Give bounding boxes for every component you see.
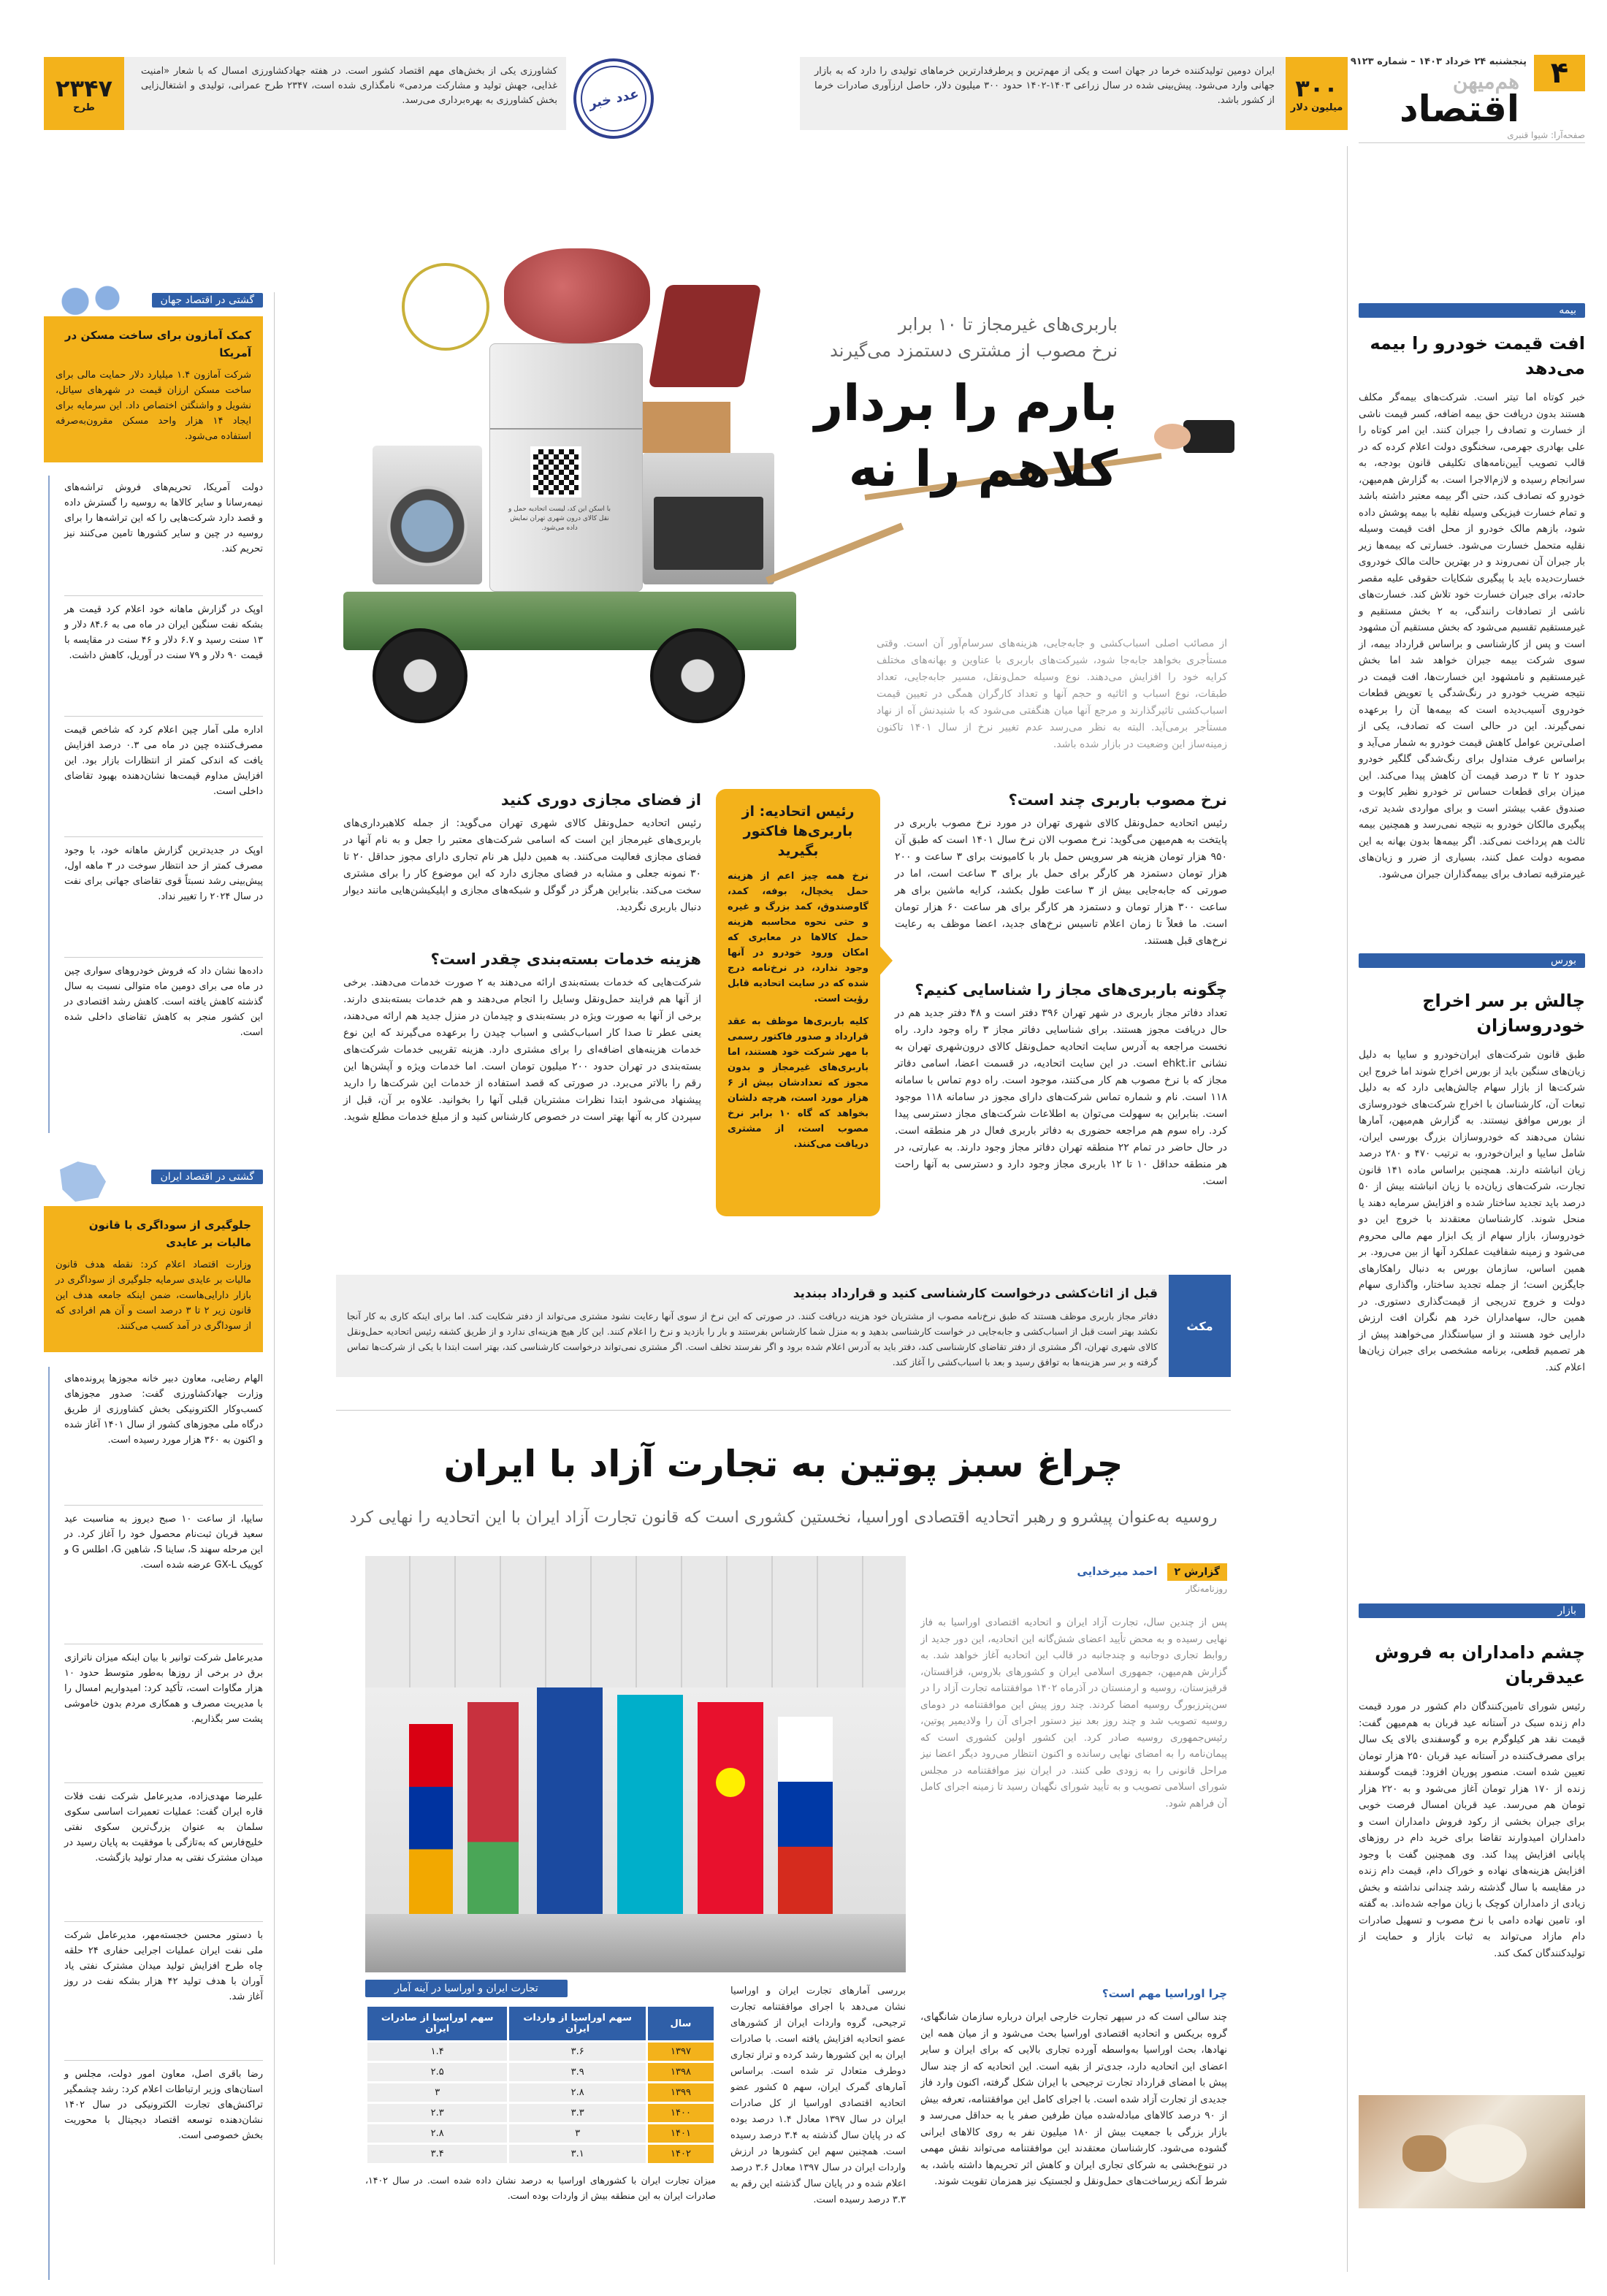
- date-line: پنجشنبه ۲۴ خرداد ۱۴۰۳ – شماره ۹۱۲۳: [1350, 56, 1527, 67]
- flag-kazakhstan: [617, 1695, 683, 1914]
- world-item-text: اوپک در جدیدترین گزارش ماهانه خود، با وجود مصرف کمتر از حد انتظار سوخت در ۳ ماهه اول، پیش‌بینی رشد نسبتاً قوی تقاضای جهانی برای نفت در سال ۲۰۲۴ را تغییر نداد.: [64, 845, 263, 902]
- iran-column: [44, 1169, 263, 2192]
- iran-tag: گشتی در اقتصاد ایران: [151, 1170, 263, 1184]
- table-cell: ۲.۸: [509, 2083, 646, 2102]
- q2-body: تعداد دفاتر مجاز باربری در شهر تهران ۳۹۶ دفتر است و ۴۸ دفتر جدید هم در حال دریافت مجوز هستند. برای شناسایی دفاتر مجاز ۳ راه وجود دارد. راه نخست مراجعه به آدرس سایت اتحادیه حمل‌ونقل کالای درون‌شهری تهران به نشانی ehkt.ir است. در این سایت اتحادیه، در قسمت اعضا، اسامی دفاتر مجاز که با نرخ مصوب هم کار می‌کنند، موجود است. راه دوم تماس با سامانه ۱۱۸ است. نام و شماره تماس شرکت‌های دارای مجوز در سامانه ۱۱۸ موجود است. بنابراین به سهولت می‌توان به اطلاعات شرکت‌های مجاز دسترسی پیدا کرد. راه سوم هم مراجعه حضوری به دفاتر باربری فعال در هر منطقه است. در حال حاضر در تمام ۲۲ منطقه تهران دفاتر مجاز وجود دارند. به عبارتی، در هر منطقه حداقل ۱۰ تا ۱۲ باربری مجاز وجود دارد و دسترسی به آنها راحت است.: [895, 1007, 1227, 1187]
- iran-item: [64, 2061, 263, 2192]
- world-item: [64, 596, 263, 717]
- q4-body: شرکت‌هایی که خدمات بسته‌بندی ارائه می‌دهند به ۲ صورت خدمات می‌دهند. برخی از آنها هم فرایند حمل‌ونقل وسایل را انجام می‌دهند و هم خدمات بسته‌بندی دارند. برخی از آنها به صورت ویژه در بسته‌بندی و چیدمان در منزل جدید هم ارائه می‌دهند، یعنی عطر تا صدا کار اسباب‌کشی و اسباب چیدن را برعهده می‌گیرند که این نوع خدمات هزینه‌های اضافه‌ای را برای مشتری دارد. هزینه تقریبی خدمات شرکت‌های بسته‌بندی در تهران حدود ۲۰۰ میلیون تومان است. اما خدمات ویژه و آپشن‌ها این رقم را بالاتر می‌برد. در صورتی که قصد استفاده از خدمات این شرکت‌ها را دارید پیشنهاد می‌شود ابتدا نظرات مشتریان قبلی آنها را بخوانید. علاوه بر آن، قبل از سپردن کار به آنها بهتر است در خصوص کارشناس کنید و از مبلغ خدمات مطلع شوید.: [343, 977, 701, 1123]
- world-item-text: دولت آمریکا، تحریم‌های فروش تراشه‌های نیمه‌رسانا و سایر کالاها به روسیه را گسترش داده و قصد دارد شرکت‌هایی را که این تراشه‌ها را برای روسیه در چین و سایر کشورها تامین می‌کنند نیز تحریم کند.: [64, 482, 263, 554]
- table-cell: ۲.۵: [367, 2063, 507, 2081]
- section-rule: [336, 1410, 1231, 1411]
- trade-table: [365, 1980, 716, 2203]
- world-item: [64, 958, 263, 1078]
- left-figure: ۲۳۴۷: [55, 74, 113, 102]
- world-tag: گشتی در اقتصاد جهان: [152, 293, 264, 308]
- left-unit: طرح: [73, 102, 95, 113]
- trade-table-title: تجارت ایران و اوراسیا در آینه آمار: [365, 1980, 568, 1997]
- trade-table-title-bar: [365, 1980, 716, 1997]
- iran-lead: [44, 1206, 263, 1352]
- top-figure-right: [1286, 57, 1348, 130]
- quote-body-1: نرخ همه چیز اعم از هزینه حمل یخچال، بوفه، کمد، گاوصندوق، کمد بزرگ و غیره و حتی نحوه محاسبه هزینه حمل کالاها در معابری که امکان ورود خودرو در آنها وجود ندارد، در نرخ‌نامه درج شده که در سایت اتحادیه قابل رؤیت است.: [728, 871, 869, 1004]
- quote-body-2: کلیه باربری‌ها موظف به عقد قرارداد و صدور فاکتور رسمی با مهر شرکت خود هستند، اما باربری‌های غیرمجاز و بدون مجوز که تعدادشان بیش از ۶ هزار مورد است، هرچه دلشان بخواهد که گاه ۱۰ برابر نرخ مصوب است، از مشتری دریافت می‌کنند.: [728, 1016, 869, 1150]
- iran-item: [64, 1644, 263, 1783]
- iran-item: [64, 1367, 263, 1506]
- stock-body: طبق قانون شرکت‌های ایران‌خودرو و سایپا به دلیل زیان‌های سنگین باید از بورس اخراج شوند اما خروج این شرکت‌ها از بازار سهام چالش‌هایی دارد که به دلیل تبعات آن، کارشناسان با اخراج شرکت‌های خودروسازی از بورس موافق نیستند. به گزارش هم‌میهن، آمارها نشان می‌دهند که خودروسازان بزرگ بورسی ایران، شامل سایپا و ایران‌خودرو، به ترتیب ۴۷۰ و ۲۸۰ درصد زیان انباشته دارند. همچنین براساس ماده ۱۴۱ قانون تجارت، شرکت‌های زیان‌ده با زیان انباشته بیش از ۵۰ درصد باید تجدید ساختار شده و افزایش سرمایه دهند یا منحل شوند. کارشناسان معتقدند با خروج این دو خودروساز، بازار سهام از یک ابزار مهم مالی محروم می‌شود و زمینه شفافیت عملکرد آنها از بین می‌رود. بر همین اساس، سازمان بورس به دنبال راهکارهای جایگزین است؛ از جمله تجدید ساختار، واگذاری سهام دولت و خروج تدریجی از قیمت‌گذاری دستوری. در همین حال، سهامداران خرد هم نگران افت ارزش دارایی خود هستند و از سیاستگذار می‌خواهند پیش از هر تصمیم قطعی، برنامه مشخصی برای جبران زیان‌ها اعلام کند.: [1359, 1049, 1586, 1373]
- table-cell: ۳.۳: [509, 2104, 646, 2122]
- cloth-bundle: [504, 248, 650, 343]
- putin-body-1: پس از چندین سال، تجارت آزاد ایران و اتحادیه اقتصادی اوراسیا به فاز نهایی رسیده و به محض تأیید اعضای شش‌گانه این اتحادیه، این دور جدید از روابط تجاری دوجانبه و چندجانبه در قالب این اتحادیه آغاز خواهد شد. به گزارش هم‌میهن، جمهوری اسلامی ایران و کشورهای بلاروس، قزاقستان، قرقیزستان، روسیه و ارمنستان در آذرماه ۱۴۰۲ موافقتنامه تجارت آزاد را در سن‌پترزبورگ روسیه امضا کردند. چند روز پیش این موافقتنامه در دومای روسیه تصویب شد و چند روز بعد نیز دستور اجرای آن را ولادیمیر پوتین، رئیس‌جمهوری روسیه صادر کرد. این کشور اولین کشوری است که پیمان‌نامه را به امضای نهایی رسانده و اکنون انتظار می‌رود دیگر اعضا نیز مراحل قانونی را به زودی طی کنند. در ایران نیز موافقتنامه در مجلس شورای اسلامی تصویب و به تأیید شورای نگهبان رسید تا زمینه اجرای کامل آن فراهم شود.: [920, 1617, 1227, 1809]
- flags-photo: [365, 1556, 906, 1972]
- q3-title: از فضای مجازی دوری کنید: [500, 791, 701, 809]
- quote-title: رئیس اتحادیه: از باربری‌ها فاکتور بگیرید: [741, 804, 855, 859]
- table-row: [367, 2145, 714, 2163]
- flag-eaeu: [537, 1687, 603, 1914]
- wheel: [373, 628, 467, 723]
- masthead-rule: [1359, 142, 1585, 143]
- flag-armenia: [409, 1724, 453, 1914]
- iran-item: [64, 1922, 263, 2061]
- insurance-section: [1359, 303, 1585, 882]
- q2-title: چگونه باربری‌های مجاز را شناسایی کنیم؟: [915, 981, 1227, 999]
- quote-pointer: [877, 942, 893, 979]
- market-section: [1359, 1603, 1585, 2208]
- world-lead-title: کمک آمازون برای ساخت مسکن در آمریکا: [64, 329, 251, 359]
- table-header: سهم اوراسیا از واردات ایران: [509, 2007, 646, 2040]
- table-cell: ۳.۶: [509, 2043, 646, 2061]
- putin-body-3: بررسی آمارهای تجارت ایران و اوراسیا نشان می‌دهد با اجرای موافقتنامه تجارت ترجیحی، گروه واردات ایران از کشورهای عضو اتحادیه افزایش یافته است. با صادرات ایران به این کشورها رشد کرده و تراز تجاری دوطرف متعادل تر شده است. براساس آمارهای گمرک ایران، سهم ۵ کشور عضو اتحادیه اقتصادی اوراسیا از کل صادرات ایران در سال ۱۳۹۷ معادل ۱.۴ درصد بوده که در پایان سال گذشته به ۳.۴ درصد رسیده است. همچنین سهم این کشورها در ارزش واردات ایران در سال ۱۳۹۷ معادل ۳.۶ درصد اعلام شده و در پایان سال گذشته این رقم به ۳.۳ درصد رسیده است.: [730, 1986, 906, 2205]
- callout-box: [336, 1275, 1231, 1377]
- iran-item-text: سایپا، از ساعت ۱۰ صبح دیروز به مناسبت عید سعید قربان ثبت‌نام محصول خود را آغاز کرد. در این مرحله سهند S، ساینا S، شاهین G، اطلس G و کوییک GX-L عرضه شده است.: [64, 1514, 264, 1571]
- q3-body: رئیس اتحادیه حمل‌ونقل کالای شهری تهران می‌گوید: از جمله کلاهبرداری‌های باربری‌های غیرمجاز این است که اسامی شرکت‌های معتبر را جعل و به نام آنها در فضای مجازی فعالیت می‌کنند. به همین دلیل هر نام تجاری دارای مجوز حداقل ۲۰ تا ۳۰ نمونه جعلی و مشابه در فضای مجازی دارد که این موضوع کار را برای مشتری سخت می‌کند. بنابراین هرگز در گوگل و شبکه‌های مجازی و اپلیکیشن‌هایی مانند دیوار دنبال باربری نگردید.: [343, 817, 701, 913]
- world-item: [64, 476, 263, 596]
- cardboard-box: [643, 402, 730, 453]
- table-cell: ۳.۱: [509, 2145, 646, 2163]
- article-col-left: [343, 789, 701, 1126]
- world-item: [64, 837, 263, 958]
- world-item-text: اداره ملی آمار چین اعلام کرد که شاخص قیمت مصرف‌کننده چین در ماه می ۰.۳ درصد افزایش یافت که اندکی کمتر از انتظارات بازار بود. این افزایش مداوم قیمت‌ها نشان‌دهنده بهبود تقاضای داخلی است.: [64, 725, 263, 797]
- iran-lead-body: وزارت اقتصاد اعلام کرد: نقطه هدف قانون مالیات بر عایدی سرمایه جلوگیری از سوداگری در بازار دارایی‌هاست، ضمن اینکه جامعه هدف این قانون زیر ۲ تا ۳ درصد است و آن هم افرادی که از سوداگری در آمد کسب می‌کنند.: [56, 1259, 252, 1332]
- article-col-right: [895, 789, 1227, 1190]
- iran-item-text: الهام رضایی، معاون دبیر خانه مجوزها پرونده‌های وزارت جهادکشاورزی گفت: صدور مجوزهای کسب‌وکار الکترونیکی بخش کشاورزی از طریق درگاه ملی مجوزهای کشور از سال ۱۴۰۱ آغاز شده و اکنون به ۳۶۰ هزار مورد رسیده است.: [64, 1373, 263, 1446]
- refrigerator: [489, 343, 643, 592]
- world-item-text: داده‌ها نشان داد که فروش خودروهای سواری چین در ماه می برای دومین ماه متوالی نسبت به سال گذشته کاهش یافته است. کاهش رشد اقتصادی در این کشور منجر به کاهش تقاضای داخلی شده است.: [64, 966, 263, 1038]
- table-row: [367, 2104, 714, 2122]
- world-list: [44, 476, 263, 1078]
- washing-machine: [373, 446, 482, 584]
- stock-title: چالش بر سر اخراج خودروسازان: [1422, 991, 1585, 1036]
- callout-title: قبل از اثاث‌کشی درخواست کارشناسی کنید و قرارداد ببندید: [793, 1286, 1158, 1301]
- world-lead-body: شرکت آمازون ۱.۴ میلیارد دلار حمایت مالی برای ساخت مسکن ارزان قیمت در شهرهای سیاتل، نشویل و واشنگتن اختصاص داد. این سرمایه برای ایجاد ۱۴ هزار واحد مسکن مقرون‌به‌صرفه استفاده می‌شود.: [56, 370, 251, 442]
- world-column: [44, 292, 263, 1078]
- callout-body: دفاتر مجاز باربری موظف هستند که طبق نرخ‌نامه مصوب از مشتریان خود هزینه دریافت کنند. در صورتی که این نرخ از سوی آنها رعایت نشود مشتری می‌تواند از دفتر شکایت کند. اما برای اینکه کاری به کار آنجا نکشد بهتر است قبل از اسباب‌کشی و جابه‌جایی در خواست کارشناسی بدهید و به منزل شما کارشناس بفرستند و بار را بازدید و نرخ را اعلام کنند. این کار هیچ هزینه‌ای ندارد و از طریق کشفه رئیس اتحادیه حمل‌ونقل کالای شهری تهران، اگر مشتری از دفتر تقاضای کارشناسی کند، دفتر باید به آدرس اعلام شده برود و اگر نفرستد تخلف است. اگر مشتری نمی‌تواند درخواست کارشناسی کند، بهتر است ابتدا با یکی از شرکت‌ها تماس گرفته و بر سر هزینه‌ها به توافق رسید و بعد با اسباب‌کشی را آغاز کند.: [347, 1311, 1158, 1368]
- hero-lead: از مصائب اصلی اسباب‌کشی و جابه‌جایی، هزینه‌های سرسام‌آور آن است. وقتی مستأجری بخواهد جابه‌جا شود، شیرکت‌های باربری با عناوین و بهانه‌های مختلف کرایه خود را افزایش می‌دهند. نوع وسیله حمل‌ونقل، مسیر جابه‌جایی، تعداد طبقات، نوع اسباب و اثاثیه و حجم آنها و تعداد کارگران همگی در تعیین قیمت اسباب‌کشی تاثیرگذارند و مرجع آنها میان هنگفتی می‌شود که با شنیدنش آه از نهاد مستأجر برمی‌آید. البته به نظر می‌رسد عدم تغییر نرخ از سال ۱۴۰۱ تاکنون زمینه‌ساز این وضعیت در بازار شده باشد.: [877, 638, 1228, 750]
- q1-title: نرخ مصوب باربری چند است؟: [1008, 791, 1227, 809]
- table-header: سال: [648, 2007, 714, 2040]
- table-cell: ۱.۴: [367, 2043, 507, 2061]
- byline: [920, 1563, 1227, 1594]
- right-figure: ۳۰۰: [1295, 74, 1338, 102]
- hero-illustration: [329, 234, 811, 767]
- stock-tag: بورس: [1359, 953, 1585, 968]
- qr-code: [530, 446, 581, 497]
- trade-table-grid: [365, 2005, 716, 2165]
- top-text-left: کشاورزی یکی از بخش‌های مهم اقتصاد کشور است. در هفته جهادکشاورزی امسال که با شعار «امنیت غذایی، جهش تولید و مشارکت مردمی» نامگذاری شده است، ۲۳۴۷ طرح عمرانی، تولیدی و اشتغال‌زایی بخش کشاورزی به بهره‌برداری می‌رسد.: [141, 66, 557, 106]
- hero-headline-1: بارم را بردار: [814, 375, 1118, 432]
- top-strip-right: [800, 57, 1348, 130]
- iran-item-text: مدیرعامل شرکت توانیر با بیان اینکه میزان ناترازی برق در برخی از روزها به‌طور متوسط حدود ۱۰ هزار مگاوات است، تأکید کرد: امیدواریم امسال را با مدیریت مصرف و همکاری مردم بدون خاموشی پشت سر بگذاریم.: [64, 1652, 263, 1725]
- callout-tag: مکث: [1186, 1319, 1213, 1333]
- iran-item-text: با دستور محسن خجسته‌مهر، مدیرعامل شرکت ملی نفت ایران عملیات اجرایی حفاری ۲۴ حلقه چاه طرح افزایش تولید میدان مشترک نفتی یاد آوران با هدف تولید ۴۲ هزار بشکه نفت در روز آغاز شد.: [64, 1930, 263, 2002]
- chair: [649, 285, 762, 387]
- iran-item-text: رضا باقری اصل، معاون امور دولت، مجلس و استان‌های وزیر ارتباطات اعلام کرد: رشد چشمگیر تراکنش‌های تجارت الکترونیکی در سال ۱۴۰۲ نشان‌دهنده توسعه اقتصاد دیجیتال با محوریت بخش خصوصی است.: [64, 2069, 263, 2141]
- market-tag: بازار: [1359, 1603, 1585, 1618]
- table-row: [367, 2124, 714, 2143]
- table-cell: ۱۳۹۹: [648, 2083, 714, 2102]
- iran-item: [64, 1783, 263, 1922]
- table-cell: ۱۴۰۰: [648, 2104, 714, 2122]
- insurance-tag: بیمه: [1359, 303, 1585, 318]
- putin-q-title: چرا اوراسیا مهم است؟: [1102, 1987, 1227, 2000]
- table-row: [367, 2083, 714, 2102]
- brand-top: هم‌میهن: [1452, 69, 1519, 94]
- putin-subhead: روسیه به‌عنوان پیشرو و رهبر اتحادیه اقتصادی اوراسیا، نخستین کشوری است که قانون تجارت آزاد ایران با این اتحادیه را نهایی کرد: [349, 1509, 1218, 1527]
- author-name: احمد میرخدایی: [1077, 1565, 1158, 1578]
- world-item: [64, 717, 263, 837]
- qr-caption: با اسکن این کد، لیست اتحادیه حمل و نقل کالای درون شهری تهران نمایش داده می‌شود.: [508, 506, 611, 532]
- table-cell: ۲.۸: [367, 2124, 507, 2143]
- rope: [766, 522, 904, 584]
- report-label: گزارش ۲: [1167, 1563, 1227, 1581]
- top-strip-left: [44, 57, 566, 130]
- table-cell: ۳.۹: [509, 2063, 646, 2081]
- putin-body-2: چند سالی است که در سپهر تجارت خارجی ایران درباره سازمان شانگهای، گروه بریکس و اتحادیه اقتصادی اوراسیا بحث می‌شود و از میان همه این نهادها، بحث اوراسیا به‌واسطه آورده تجاری بالایی که برای ایران و سایر اعضای این اتحادیه دارد، جدی‌تر از بقیه است. این اتحادیه که از چند سال پیش با امضای قرارداد تجارت ترجیحی با ایران شکل گرفته، اکنون وارد فاز جدیدی از تجارت آزاد شده است. با اجرای کامل این موافقتنامه، تعرفه بیش از ۹۰ درصد کالاهای مبادله‌شده میان طرفین صفر یا به حداقل می‌رسد و بازار بزرگی با جمعیت بیش از ۱۸۰ میلیون نفر به روی کالاهای ایرانی گشوده می‌شود. کارشناسان معتقدند این موافقتنامه می‌تواند نقش مهمی در تنوع‌بخشی به شرکای تجاری ایران و کاهش اثر تحریم‌ها داشته باشد، به شرط آنکه زیرساخت‌های حمل‌ونقل و لجستیک نیز همزمان تقویت شوند.: [920, 2011, 1227, 2187]
- table-cell: ۲.۳: [367, 2104, 507, 2122]
- page-number-box: [1534, 55, 1585, 91]
- editor-line: صفحه‌آرا: شیوا قنبری: [1507, 130, 1585, 140]
- iran-list: [44, 1367, 263, 2192]
- sheep-photo: [1359, 2095, 1585, 2208]
- table-row: [367, 2043, 714, 2061]
- masthead: [1350, 55, 1585, 130]
- hand-illustration: [1154, 405, 1234, 493]
- table-cell: ۱۳۹۸: [648, 2063, 714, 2081]
- top-text-right: ایران دومین تولیدکننده خرما در جهان است و یکی از مهم‌ترین و پرطرفدارترین خرماهای تولیدی را دارد که به بازار جهانی وارد می‌شود. پیش‌بینی شده در سال زراعی ۱۴۰۳-۱۴۰۲ حدود ۳۰۰ میلیون دلار، حاصل ارزآوری صادرات خرما از کشور باشد.: [814, 66, 1275, 106]
- q4-title: هزینه خدمات بسته‌بندی چقدر است؟: [430, 950, 701, 968]
- table-row: [367, 2063, 714, 2081]
- callout-tag-box: [1169, 1275, 1231, 1377]
- left-column-divider: [274, 292, 275, 2265]
- stamp: [566, 51, 661, 146]
- iran-item-text: علیرضا مهدی‌زاده، مدیرعامل شرکت نفت فلات قاره ایران گفت: عملیات تعمیرات اساسی سکوی سلمان به عنوان بزرگ‌ترین سکوی نفتی خلیج‌فارس که به‌تازگی با موفقیت به پایان رسید در میدان مشترک نفتی به مدار تولید بازگشت.: [64, 1791, 263, 1864]
- iran-lead-title: جلوگیری از سوداگری با قانون مالیات بر عایدی: [88, 1218, 251, 1249]
- market-body: رئیس شورای تامین‌کنندگان دام کشور در مورد قیمت دام زنده سبک در آستانه عید قربان به هم‌میهن گفت: قیمت نقد هر کیلوگرم بره و گوسفندی بالای یک سال برای مصرف‌کننده در آستانه عید قربان ۲۵۰ هزار تومان تعیین شده است. منصور پوریان افزود: قیمت گوسفند زنده از ۱۷۰ هزار تومان آغاز می‌شود و به ۲۲۰ هزار تومان هم می‌رسد. عید قربان امسال فرصت خوبی برای جبران بخشی از رکود فروش دامداران است و دامداران امیدوارند تقاضا برای خرید دام در روزهای پایانی افزایش پیدا کند. وی همچنین گفت با وجود افزایش هزینه‌های نهاده و خوراک دام، قیمت دام زنده در مقایسه با سال گذشته رشد چندانی نداشته و بخش زیادی از دامداران کوچک با زیان مواجه شده‌اند. به گفته او، تامین نهاده دامی با نرخ مصوب و تسهیل صادرات دام مازاد می‌تواند به ثبات بازار و حمایت از تولیدکنندگان کمک کند.: [1359, 1701, 1585, 1959]
- iran-item: [64, 1506, 263, 1644]
- flag-belarus: [467, 1702, 519, 1914]
- hero-kicker-1: باربری‌های غیرمجاز تا ۱۰ برابر: [898, 314, 1118, 335]
- stock-section: [1359, 953, 1585, 1376]
- hero-headline-2: کلاهم را نه: [848, 440, 1118, 498]
- page-number: ۴: [1550, 56, 1569, 90]
- flag-kyrgyzstan: [698, 1702, 763, 1914]
- stamp-label: عدد خبر: [584, 85, 643, 112]
- table-cell: ۱۳۹۷: [648, 2043, 714, 2061]
- brand-main: اقتصاد: [1400, 88, 1519, 130]
- quote-box: [716, 789, 880, 1216]
- q1-body: رئیس اتحادیه حمل‌ونقل کالای شهری تهران در مورد نرخ مصوب باربری در پایتخت به هم‌میهن می‌گوید: نرخ مصوب الان نرخ سال ۱۴۰۱ است که طبق آن ۹۵۰ هزار تومان هزینه هر سرویس حمل بار با کامیونت برای ۳ ساعت و ۲۰۰ هزار تومان دستمزد هر کارگر برای حمل بار برای ۳ ساعت است، اما در صورتی که جابه‌جایی بیش از ۳ ساعت طول بکشد، کرایه ماشین برای هر ساعت ۳۰۰ هزار تومان و دستمزد هر کارگر برای هر ساعت ۶۰ هزار تومان است. ما فعلاً تا زمان اعلام تاسیس نرخ‌های جدید، اعضا موظف به رعایت نرخ‌های قبل هستند.: [895, 817, 1227, 947]
- right-unit: میلیون دلار: [1290, 102, 1343, 113]
- insurance-body: خبر کوتاه اما تیتر است. شرکت‌های بیمه‌گر مکلف هستند بدون دریافت حق بیمه اضافه، کسر قیمت ناشی از خسارت و تصادف را جبران کنند. این امر کوتاه را علی بهادری جهرمی، سخنگوی دولت اعلام کرده که در قالب تصویب آیین‌نامه‌های تکلیفی قانون بودجه، به سرانجام رسیده و لازم‌الاجرا است. به گزارش هم‌میهن، خودرو که تصادف کند، حتی اگر بیمه معتبر داشته باشد و تمام خسارت فیزیکی وسیله نقلیه با بیمه پوشش داده شود، بازهم مالک خودرو از محل افت قیمت وسیله نقلیه متحمل خسارت می‌شود. خسارتی که بیمه‌ها زیر بار جبران آن نمی‌روند و در بهترین حالت مالک خودروی خسارت‌دیده باید با پیگیری شکایات حقوقی علیه مقصر حادثه، برای جبران خسارت خود تلاش کند. خسارت‌های ناشی از تصادفات رانندگی، به ۲ بخش مستقیم و غیرمستقیم تقسیم می‌شود که بخش مستقیم آن مشهود است و پس از کارشناسی و براساس قرارداد بیمه، از سوی شرکت بیمه جبران خواهد شد اما بخش غیرمستقیم و نامشهود این خسارت‌ها، افت قیمت در نتیجه ضریب خودرو در رنگ‌شدگی یا تعویض قطعات خودروی آسیب‌دیده است که بیمه‌ها آن را برعهده نمی‌گیرند. این در حالی است که تصادف، یکی از اصلی‌ترین عوامل کاهش قیمت خودرو به شمار می‌آید و براساس عرف متداول برای رنگ‌شدگی گلگیر خودرو حدود ۲ تا ۳ درصد قیمت آن کاهش پیدا می‌کند. این میزان برای قطعات حساس تر خودرو نظیر کاپوت و صندوق عقب بیشتر است و برای مواردی شدید تری، پیگیری مالکان خودرو به نتیجه نمی‌رسد و همچنین بیمه ثالث هم پرداخت نمی‌کند. اگر بیمه‌ها بدون بهانه به این مصوبه دولت عمل کنند، بسیاری از ضرر و زیان‌های غیرمترقبه تصادف برای بیمه‌گذاران جبران می‌شود.: [1359, 392, 1586, 880]
- table-header: سهم اوراسیا از صادرات ایران: [367, 2007, 507, 2040]
- table-cell: ۱۴۰۱: [648, 2124, 714, 2143]
- author-role: روزنامه‌نگار: [1186, 1584, 1227, 1594]
- table-cell: ۳.۴: [367, 2145, 507, 2163]
- world-item-text: اوپک در گزارش ماهانه خود اعلام کرد قیمت هر بشکه نفت سنگین ایران در ماه می به ۸۴.۶ دلار و ۱۳ سنت رسید و ۶.۷ دلار و ۴۶ سنت در مقایسه با قیمت ۹۰ دلار و ۷۹ سنت در آوریل، کاهش داشت.: [64, 604, 263, 661]
- top-figure-left: [44, 57, 124, 130]
- table-cell: ۳: [509, 2124, 646, 2143]
- table-cell: ۳: [367, 2083, 507, 2102]
- flag-russia: [778, 1717, 833, 1914]
- chart-note: میزان تجارت ایران با کشورهای اوراسیا به درصد نشان داده شده است. در سال ۱۴۰۲، صادرات ایران به این منطقه بیش از واردات بوده است.: [365, 2175, 716, 2201]
- stove: [643, 453, 774, 584]
- putin-headline: چراغ سبز پوتین به تجارت آزاد با ایران: [443, 1443, 1123, 1485]
- table-cell: ۱۴۰۲: [648, 2145, 714, 2163]
- wheel: [650, 628, 745, 723]
- market-title: چشم دامداران به فروش عیدقربان: [1375, 1642, 1585, 1687]
- tricycle: [402, 263, 489, 351]
- hero-kicker-2: نرخ مصوب از مشتری دستمزد می‌گیرند: [830, 340, 1118, 361]
- world-lead: [44, 316, 263, 462]
- insurance-title: افت قیمت خودرو را بیمه می‌دهد: [1370, 333, 1585, 378]
- right-column-divider: [1347, 146, 1348, 2272]
